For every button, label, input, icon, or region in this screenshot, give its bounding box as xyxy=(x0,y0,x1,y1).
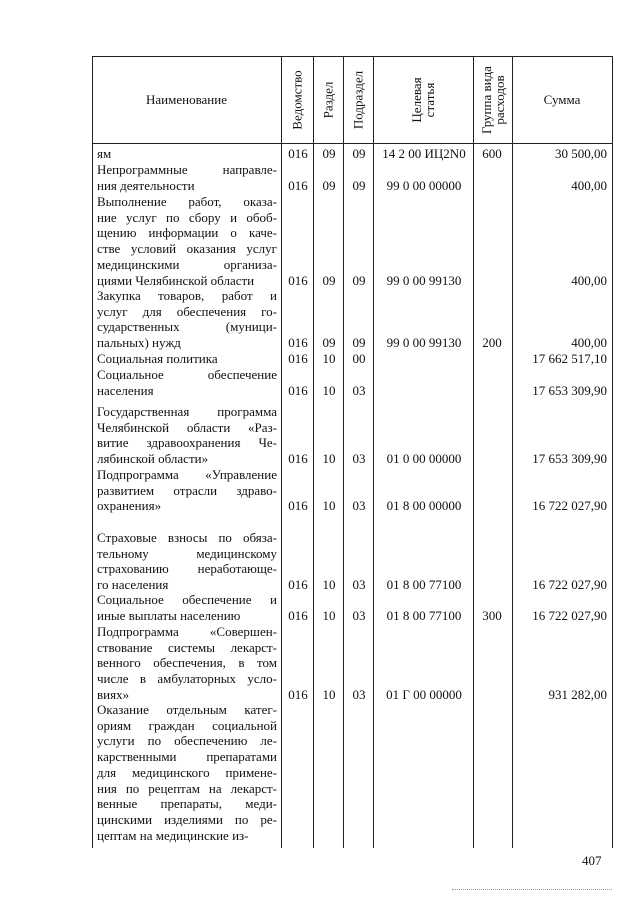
cell-gruppa: 600 xyxy=(482,146,502,161)
header-celevaya xyxy=(373,56,473,143)
cell-vedomstvo: 016 xyxy=(288,686,308,702)
cell-summa: 17 653 309,90 xyxy=(532,382,607,398)
row-name xyxy=(97,467,277,514)
cell-summa: 17 662 517,10 xyxy=(532,351,607,366)
cell-razdel: 10 xyxy=(322,451,336,467)
column-divider xyxy=(512,56,513,848)
cell-vedomstvo: 016 xyxy=(288,351,308,366)
cell-podrazdel: 09 xyxy=(352,177,366,193)
header-summa: Сумма xyxy=(543,91,581,107)
row-name-line: ям xyxy=(97,146,112,161)
row-name xyxy=(97,351,277,367)
header-name: Наименование xyxy=(146,91,227,107)
row-name-line: страхованию неработающе- xyxy=(97,561,277,577)
header-podrazdel-label: Подраздел xyxy=(350,70,366,129)
cell-razdel: 10 xyxy=(322,577,336,593)
header-vedomstvo-label: Ведомство xyxy=(289,69,305,130)
cell-vedomstvo: 016 xyxy=(288,382,308,398)
row-name xyxy=(97,194,277,288)
cell-podrazdel: 03 xyxy=(352,686,366,702)
cell-podrazdel: 03 xyxy=(352,451,366,467)
cell-celevaya: 99 0 00 99130 xyxy=(386,272,462,288)
row-name-line: Социальное обеспечение xyxy=(97,367,277,382)
row-name xyxy=(97,530,277,593)
row-name-line: Выполнение работ, оказа- xyxy=(97,194,277,209)
row-name-line: виях» xyxy=(97,686,130,702)
cell-summa: 400,00 xyxy=(571,272,607,288)
row-name xyxy=(97,624,277,703)
row-name-line: венные препараты, меди- xyxy=(97,796,277,812)
cell-vedomstvo: 016 xyxy=(288,272,308,288)
row-name-line: циями Челябинской области xyxy=(97,272,255,288)
row-name-line: ориям граждан социальной xyxy=(97,717,277,733)
cell-podrazdel: 00 xyxy=(352,351,366,366)
row-name-line: тельному медицинскому xyxy=(97,545,277,561)
header-gruppa xyxy=(473,56,512,143)
column-divider xyxy=(343,56,344,848)
cell-podrazdel: 09 xyxy=(352,146,366,161)
row-name-line: цинскими изделиями по ре- xyxy=(97,811,277,827)
cell-razdel: 10 xyxy=(322,686,336,702)
column-divider xyxy=(373,56,374,848)
row-name-line: Челябинской области «Раз- xyxy=(97,419,277,435)
row-name-line: щению информации о каче- xyxy=(97,225,277,241)
scan-edge xyxy=(452,889,612,890)
row-name-line: стве условий оказания услуг xyxy=(97,241,277,257)
cell-razdel: 10 xyxy=(322,498,336,514)
row-name-line: Закупка товаров, работ и xyxy=(97,288,277,303)
row-name xyxy=(97,367,277,398)
header-celevaya-label: Целевая статья xyxy=(409,76,437,123)
cell-podrazdel: 09 xyxy=(352,272,366,288)
row-name-line: го населения xyxy=(97,577,169,593)
cell-vedomstvo: 016 xyxy=(288,498,308,514)
cell-podrazdel: 03 xyxy=(352,498,366,514)
row-name-line: населения xyxy=(97,382,154,398)
cell-celevaya: 01 8 00 00000 xyxy=(386,498,462,514)
cell-summa: 400,00 xyxy=(571,177,607,193)
cell-vedomstvo: 016 xyxy=(288,335,308,351)
row-name-line: витие здравоохранения Че- xyxy=(97,435,277,451)
row-name-line: ствование системы лекарст- xyxy=(97,639,277,655)
row-name-line: ния по рецептам на лекарст- xyxy=(97,780,277,796)
cell-summa: 17 653 309,90 xyxy=(532,451,607,467)
row-name-line: числе в амбулаторных усло- xyxy=(97,671,277,687)
cell-gruppa: 300 xyxy=(482,607,502,623)
cell-podrazdel: 03 xyxy=(352,577,366,593)
row-name-line: для медицинского примене- xyxy=(97,764,277,780)
row-name-line: цептам на медицинские из- xyxy=(97,827,249,843)
row-name-line: развитием отрасли здраво- xyxy=(97,482,277,498)
cell-summa: 16 722 027,90 xyxy=(532,577,607,593)
row-name-line: ния деятельности xyxy=(97,177,195,193)
cell-vedomstvo: 016 xyxy=(288,146,308,161)
column-divider xyxy=(281,56,282,848)
header-podrazdel xyxy=(343,56,373,143)
cell-razdel: 09 xyxy=(322,146,336,161)
row-name xyxy=(97,592,277,623)
row-name xyxy=(97,702,277,843)
column-divider xyxy=(473,56,474,848)
row-name xyxy=(97,146,277,162)
cell-razdel: 10 xyxy=(322,607,336,623)
table-border-right xyxy=(612,56,613,848)
row-name-line: медицинскими организа- xyxy=(97,256,277,272)
cell-razdel: 09 xyxy=(322,335,336,351)
row-name-line: Государственная программа xyxy=(97,404,277,419)
cell-podrazdel: 09 xyxy=(352,335,366,351)
cell-celevaya: 14 2 00 ИЦ2N0 xyxy=(382,146,466,161)
cell-razdel: 10 xyxy=(322,351,336,366)
cell-vedomstvo: 016 xyxy=(288,451,308,467)
row-name-line: сударственных (муници- xyxy=(97,319,277,335)
cell-razdel: 10 xyxy=(322,382,336,398)
cell-celevaya: 99 0 00 99130 xyxy=(386,335,462,351)
row-name-line: Подпрограмма «Совершен- xyxy=(97,624,277,639)
row-name-line: карственными препаратами xyxy=(97,749,277,765)
cell-celevaya: 01 8 00 77100 xyxy=(386,577,462,593)
cell-vedomstvo: 016 xyxy=(288,577,308,593)
header-razdel xyxy=(313,56,343,143)
cell-gruppa: 200 xyxy=(482,335,502,351)
column-divider xyxy=(313,56,314,848)
row-name-line: Непрограммные направле- xyxy=(97,162,277,177)
cell-celevaya: 01 Г 00 00000 xyxy=(386,686,462,702)
cell-summa: 30 500,00 xyxy=(555,146,607,161)
row-name-line: венного обеспечения, в том xyxy=(97,655,277,671)
row-name xyxy=(97,162,277,193)
row-name-line: ние услуг по сбору и обоб- xyxy=(97,209,277,225)
row-name-line: Оказание отдельным катег- xyxy=(97,702,277,717)
row-name-line: услуги по обеспечению ле- xyxy=(97,733,277,749)
cell-vedomstvo: 016 xyxy=(288,607,308,623)
cell-podrazdel: 03 xyxy=(352,382,366,398)
table-header-border xyxy=(92,143,613,144)
row-name-line: услуг для обеспечения го- xyxy=(97,303,277,319)
row-name-line: иные выплаты населению xyxy=(97,607,241,623)
row-name-line: Подпрограмма «Управление xyxy=(97,467,277,482)
table-border-left xyxy=(92,56,93,848)
cell-celevaya: 99 0 00 00000 xyxy=(386,177,462,193)
cell-celevaya: 01 8 00 77100 xyxy=(386,607,462,623)
row-name-line: охранения» xyxy=(97,498,162,514)
cell-podrazdel: 03 xyxy=(352,607,366,623)
cell-razdel: 09 xyxy=(322,177,336,193)
row-name-line: Страховые взносы по обяза- xyxy=(97,530,277,545)
cell-summa: 16 722 027,90 xyxy=(532,607,607,623)
cell-razdel: 09 xyxy=(322,272,336,288)
row-name-line: Социальное обеспечение и xyxy=(97,592,277,607)
cell-summa: 931 282,00 xyxy=(548,686,607,702)
row-name-line: Социальная политика xyxy=(97,351,218,366)
cell-summa: 16 722 027,90 xyxy=(532,498,607,514)
header-razdel-label: Раздел xyxy=(320,81,336,118)
cell-vedomstvo: 016 xyxy=(288,177,308,193)
row-name-line: лябинской области» xyxy=(97,451,209,467)
cell-summa: 400,00 xyxy=(571,335,607,351)
header-gruppa-label: Группа вида расходов xyxy=(478,65,507,134)
page-number: 407 xyxy=(582,853,602,868)
row-name xyxy=(97,288,277,351)
row-name-line: пальных) нужд xyxy=(97,335,181,351)
row-name xyxy=(97,404,277,467)
header-vedomstvo xyxy=(281,56,313,143)
cell-celevaya: 01 0 00 00000 xyxy=(386,451,462,467)
